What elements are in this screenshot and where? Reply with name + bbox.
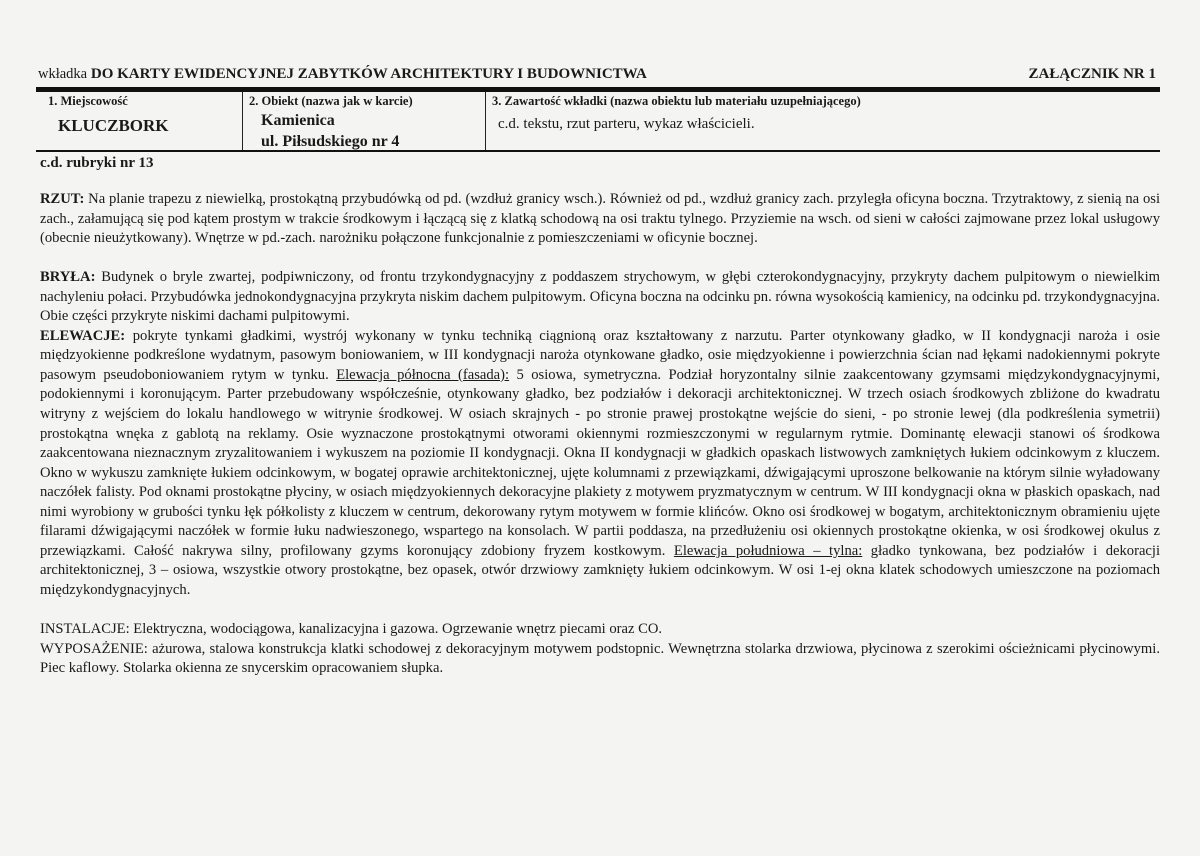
locality-field [36,92,243,150]
bryla-heading: BRYŁA: [40,269,96,286]
object-address: ul. Piłsudskiego nr 4 [261,133,400,150]
header-lead: wkładka [38,66,88,82]
bryla-paragraph [40,268,1160,327]
south-elevation-text: gładko tynkowana, bez podziałów i dekoracji architektonicznej, 3 – osiowa, wszystkie otwory prostokątne, bez opasek, otwór drzwiowy zamknięty łukiem odcinkowym. W osi 1-ej okna klatek schodowych umieszczone na poziomach międzykondygnacyjnych. [40,542,1161,598]
contents-label: 3. Zawartość wkładki (nazwa obiektu lub materiału uzupełniającego) [492,94,861,108]
contents-field [486,92,1160,150]
rzut-paragraph [40,190,1160,249]
elewacje-paragraph [40,327,1160,601]
north-elevation-text: 5 osiowa, symetryczna. Podział horyzontalny silnie zaakcentowany gzymsami międzykondygnacyjnymi, podokiennymi i koronującym. Parter przebudowany współcześnie, otynkowany gładko, bez podziałów i dekoracji architektonicznej. W trzech osiach środkowych zbliżone do kwadratu witryny z wejściem do lokalu handlowego w witrynie środkowej. W osiach skrajnych - po stronie prawej prostokątne wejście do sieni, - po stronie lewej (dla podkreślenia symetrii) prostokątna wnęka z gablotą na reklamy. Osie wyznaczone prostokątnymi otworami okiennymi rozmieszczonymi w regularnym rytmie. Dominantę elewacji stanowi oś środkowa zaakcentowana nieznacznym zryzalitowaniem i wykuszem na poziomie II kondygnacji. Okna II kondygnacji w gładkich opaskach listwowych zamkniętych łukiem odcinkowym z kluczem. Okno w wykuszu zamknięte łukiem odcinkowym, w bogatej oprawie architektonicznej, ujęte kolumnami z przewiązkami, dźwigającymi uproszone belkowanie na którym silnie wyładowany naczółek falisty. Pod oknami prostokątne płyciny, w osiach międzyokiennych dekoracyjne plakiety z motywem pryzmatycznym w centrum. W III kondygnacji okna w płaskich opaskach, nad nimi wyrobiony w grubości tynku łęk półkolisty z kluczem w centrum, dekorowany rytym motywem w formie klińców. Okno osi środkowej w bogatym, architektonicznym obramieniu ujęte filarami dźwigającymi naczółek w formie łuku nadwieszonego, wspartego na konsolach. W partii poddasza, na przedłużeniu osi okiennych prostokątne okienka, w osi środkowej okulus z przewiązkami. Całość nakrywa silny, profilowany gzyms koronujący zdobiony fryzem kostkowym. [40,366,1160,559]
header-fields-table [36,92,1160,152]
header-title: DO KARTY EWIDENCYJNEJ ZABYTKÓW ARCHITEKTURY I BUDOWNICTWA [90,66,647,82]
attachment-label: ZAŁĄCZNIK NR 1 [1028,66,1156,82]
elewacje-heading: ELEWACJE: [40,327,126,344]
instalacje-paragraph: INSTALACJE: Elektryczna, wodociągowa, kanalizacyjna i gazowa. Ogrzewanie wnętrz piecami oraz CO. [40,621,663,638]
object-name: Kamienica [261,112,335,129]
contents-value: c.d. tekstu, rzut parteru, wykaz właścicieli. [498,116,755,132]
rzut-text: Na planie trapezu z niewielką, prostokątną przybudówką od pd. (wzdłuż granicy wsch.). Również od pd., wzdłuż granicy zach. przyległa oficyna boczna. Trzytraktowy, z sienią na osi zach., załamującą się pod kątem prostym w trakcie środkowym i łączącą się z klatką schodową na osi traktu tylnego. Przyziemie na wsch. od sieni w całości zajmowane przez lokal usługowy (obecnie nieużytkowany). Wnętrze w pd.-zach. narożniku połączone funkcjonalnie z pomieszczeniami w oficynie bocznej. [40,191,1160,247]
elewacje-text: pokryte tynkami gładkimi, wystrój wykonany w tynku techniką ciągnioną oraz kształtowany z narzutu. Parter otynkowany gładko, w II kondygnacji naroża i osie międzyokienne podkreślone wydatnym, pasowym boniowaniem, w III kondygnacji naroża otynkowane gładko, osie międzyokienne i powierzchnia ścian nad łękami nadokiennymi pokryte pasowym pseudoboniowaniem rytym w tynku. [40,327,1160,383]
rzut-heading: RZUT: [40,191,85,207]
bryla-text: Budynek o bryle zwartej, podpiwniczony, od frontu trzykondygnacyjny z poddaszem strychowym, w głębi czterokondygnacyjny, przykryty dachem pulpitowym o niewielkim nachyleniu połaci. Przybudówka jednokondygnacyjna przykryta niskim dachem pulpitowym. Oficyna boczna na odcinku pn. równa wysokością kamienicy, na odcinku pd. trzykondygnacyjna. Obie części przykryte niskimi dachami pulpitowymi. [40,269,1160,325]
object-field [243,92,486,150]
document-body [40,190,1160,679]
north-elevation-label: Elewacja północna (fasada): [336,366,510,383]
locality-label: 1. Miejscowość [48,94,128,108]
object-label: 2. Obiekt (nazwa jak w karcie) [249,94,413,108]
wyposazenie-paragraph: WYPOSAŻENIE: ażurowa, stalowa konstrukcja klatki schodowej z dekoracyjnym motywem podstopnic. Wewnętrzna stolarka drzwiowa, płycinowa z szerokimi ościeżnicami płycinowymi. Piec kaflowy. Stolarka okienna ze snycerskim opracowaniem słupka. [40,640,1160,677]
locality-value: KLUCZBORK [58,116,169,135]
south-elevation-label: Elewacja południowa – tylna: [673,542,863,559]
section-title: c.d. rubryki nr 13 [40,155,154,171]
document-header [38,66,1156,83]
header-title-line [38,66,647,83]
